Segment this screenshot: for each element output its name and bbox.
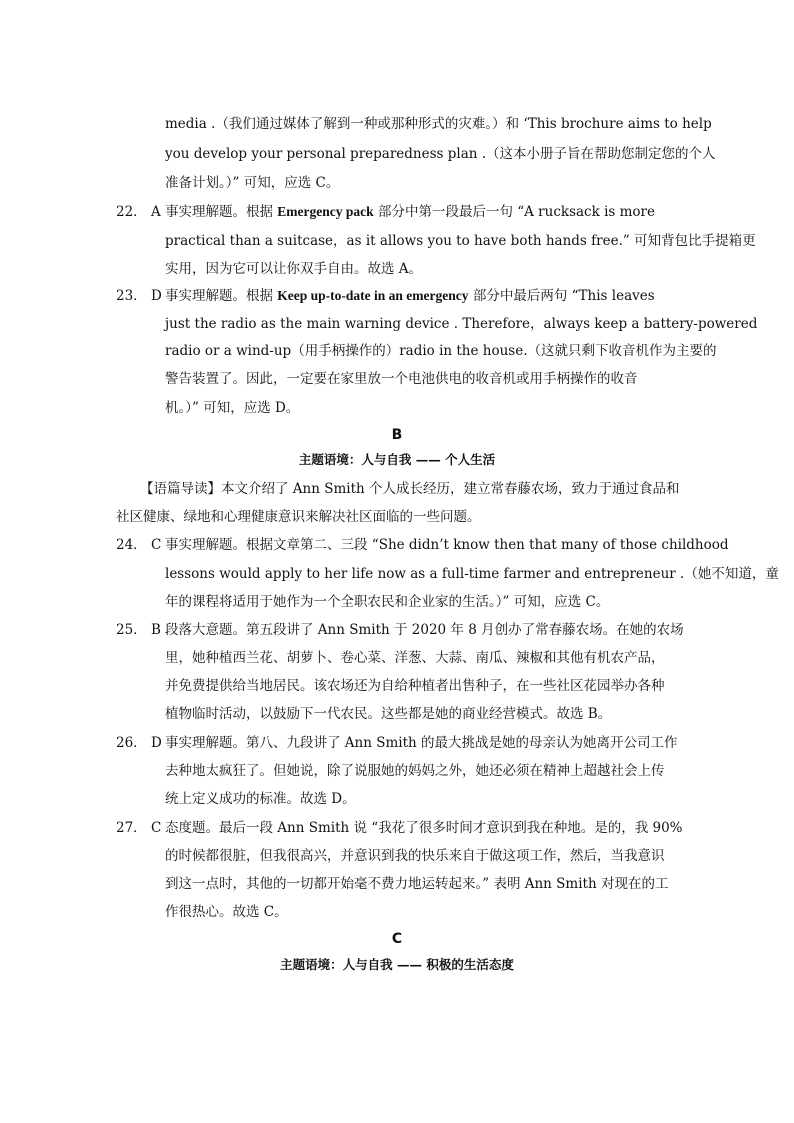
section-heading: B	[391, 427, 403, 443]
question-number: 26． D	[116, 735, 162, 751]
text-line: 植物临时活动，以鼓励下一代农民。这些都是她的商业经营模式。故选 B。	[165, 706, 612, 722]
answer-text: 事实理解题。根据	[165, 204, 273, 220]
text-line: lessons would apply to her life now as a full-time farmer and entrepreneur .（她不知道，童	[165, 566, 779, 582]
text-line: practical than a suitcase，as it allows you to have both hands free.” 可知背包比手提箱更	[165, 233, 756, 249]
text-line: radio or a wind-up（用手柄操作的）radio in the house.（这就只剩下收音机作为主要的	[165, 343, 717, 359]
text-line: 并免费提供给当地居民。该农场还为自给种植者出售种子，在一些社区花园举办各种	[165, 678, 665, 694]
text-line: 年的课程将适用于她作为一个全职农民和企业家的生活。）” 可知，应选 C。	[165, 594, 610, 610]
text-line: 机。）” 可知，应选 D。	[165, 400, 300, 416]
answer-text: 事实理解题。根据	[165, 288, 273, 304]
text-line: 态度题。最后一段 Ann Smith 说 “我花了很多时间才意识到我在种地。是的，我 90%	[165, 820, 683, 836]
text-line: media .（我们通过媒体了解到一种或那种形式的灾难。）和 ‘This brochure aims to help	[165, 116, 712, 132]
text-line: 作很热心。故选 C。	[165, 904, 288, 920]
text-line: 实用，因为它可以让你双手自由。故选 A。	[165, 261, 423, 277]
guide-text: 【语篇导读】本文介绍了 Ann Smith 个人成长经历，建立常春藤农场，致力于通过食品和	[140, 481, 680, 497]
answer-text: 部分中最后两句 “This leaves	[472, 288, 655, 304]
section-heading: C	[391, 931, 403, 947]
question-number: 27． C	[116, 820, 162, 836]
answer-line	[165, 286, 655, 306]
text-line: 的时候都很脏，但我很高兴，并意识到我的快乐来自于做这项工作，然后，当我意识	[165, 848, 665, 864]
text-line: 准备计划。）” 可知，应选 C。	[165, 175, 340, 191]
answer-text: 部分中第一段最后一句 “A rucksack is more	[377, 204, 655, 220]
text-line: you develop your personal preparedness plan .（这本小册子旨在帮助您制定您的个人	[165, 146, 716, 162]
theme-label: 主题语境：人与自我 —— 个人生活	[298, 452, 496, 467]
text-line: 统上定义成功的标准。故选 D。	[165, 791, 356, 807]
text-line: 段落大意题。第五段讲了 Ann Smith 于 2020 年 8 月创办了常春藤农场。在她的农场	[165, 622, 684, 638]
guide-text: 社区健康、绿地和心理健康意识来解决社区面临的一些问题。	[116, 509, 481, 525]
question-number: 22． A	[116, 204, 161, 220]
text-line: 里，她种植西兰花、胡萝卜、卷心菜、洋葱、大蒜、南瓜、辣椒和其他有机农产品，	[165, 650, 665, 666]
question-number: 23． D	[116, 288, 162, 304]
text-line: 事实理解题。根据文章第二、三段 “She didn’t know then that many of those childhood	[165, 537, 729, 553]
text-line: 去种地太疯狂了。但她说，除了说服她的妈妈之外，她还必须在精神上超越社会上传	[165, 763, 665, 779]
text-line: just the radio as the main warning device . Therefore，always keep a battery-powered	[165, 316, 758, 332]
question-number: 24． C	[116, 537, 162, 553]
section-name: Emergency pack	[277, 204, 374, 219]
section-name: Keep up-to-date in an emergency	[277, 288, 469, 303]
question-number: 25． B	[116, 622, 161, 638]
theme-label: 主题语境：人与自我 —— 积极的生活态度	[280, 957, 514, 972]
text-line: 事实理解题。第八、九段讲了 Ann Smith 的最大挑战是她的母亲认为她离开公司工作	[165, 735, 678, 751]
text-line: 警告装置了。因此，一定要在家里放一个电池供电的收音机或用手柄操作的收音	[165, 371, 638, 387]
text-line: 到这一点时，其他的一切都开始毫不费力地运转起来。” 表明 Ann Smith 对现在的工	[165, 876, 669, 892]
answer-line	[165, 202, 655, 222]
